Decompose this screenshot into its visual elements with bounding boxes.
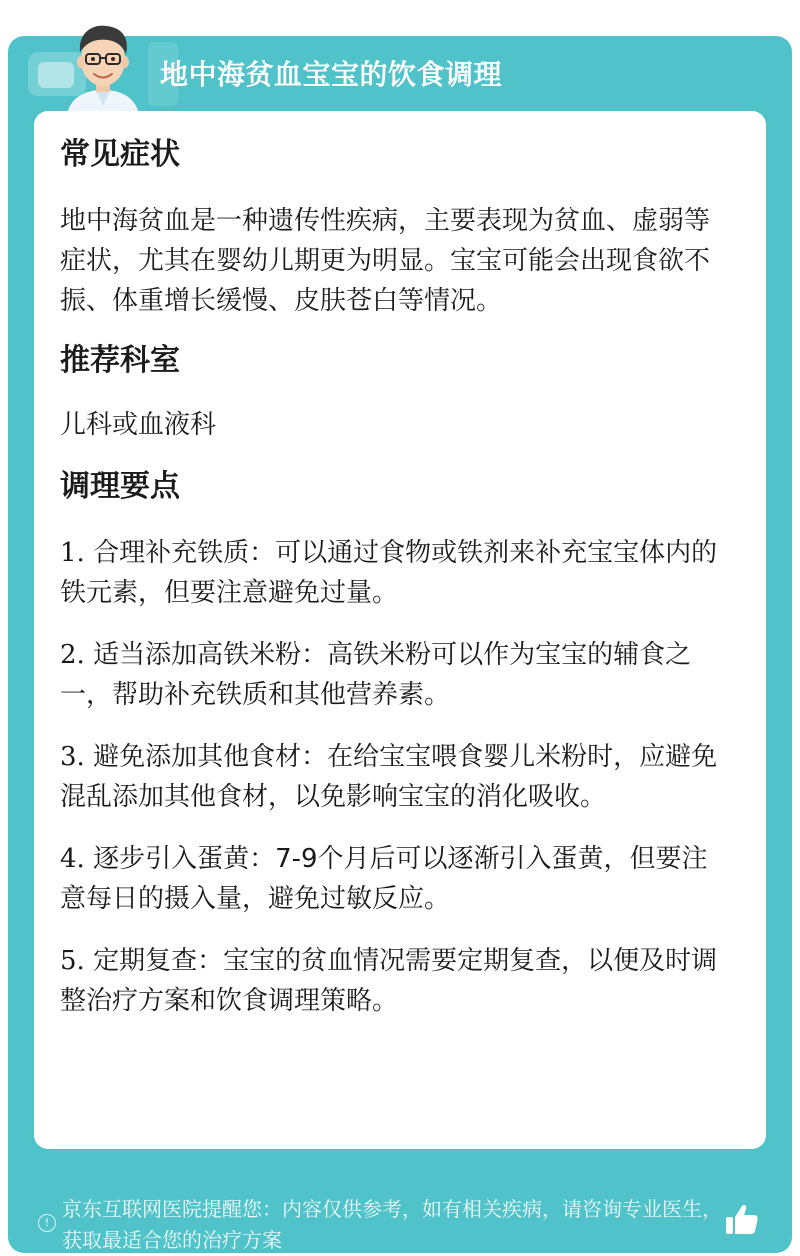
section-heading-tips: 调理要点 bbox=[60, 469, 180, 504]
info-icon: ! bbox=[38, 1214, 56, 1232]
list-item-text: 适当添加高铁米粉：高铁米粉可以作为宝宝的辅食之一，帮助补充铁质和其他营养素。 bbox=[60, 640, 692, 710]
list-item bbox=[60, 839, 730, 919]
disclaimer-text: 京东互联网医院提醒您：内容仅供参考，如有相关疾病，请咨询专业医生，获取最适合您的治疗方案 bbox=[62, 1197, 722, 1252]
header bbox=[8, 36, 792, 112]
list-item-text: 逐步引入蛋黄：7-9个月后可以逐渐引入蛋黄，但要注意每日的摄入量，避免过敏反应。 bbox=[60, 844, 708, 914]
list-item bbox=[60, 941, 730, 1021]
doctor-avatar-icon bbox=[48, 10, 158, 120]
list-item-number: 3. bbox=[60, 742, 85, 772]
symptoms-text: 地中海贫血是一种遗传性疾病，主要表现为贫血、虚弱等症状，尤其在婴幼儿期更为明显。宝宝可能会出现食欲不振、体重增长缓慢、皮肤苍白等情况。 bbox=[60, 206, 711, 316]
footer bbox=[8, 1166, 792, 1252]
list-item-number: 1. bbox=[60, 538, 85, 568]
section-heading-department: 推荐科室 bbox=[60, 343, 180, 378]
content-card bbox=[34, 111, 766, 1149]
list-item bbox=[60, 737, 730, 817]
list-item-text: 避免添加其他食材：在给宝宝喂食婴儿米粉时，应避免混乱添加其他食材，以免影响宝宝的消化吸收。 bbox=[60, 742, 718, 812]
list-item bbox=[60, 635, 730, 715]
article-content bbox=[60, 133, 730, 1021]
list-item-number: 4. bbox=[60, 844, 85, 874]
list-item-text: 合理补充铁质：可以通过食物或铁剂来补充宝宝体内的铁元素，但要注意避免过量。 bbox=[60, 538, 718, 608]
page-title: 地中海贫血宝宝的饮食调理 bbox=[160, 58, 503, 91]
department-text: 儿科或血液科 bbox=[60, 410, 217, 440]
list-item-text: 定期复查：宝宝的贫血情况需要定期复查，以便及时调整治疗方案和饮食调理策略。 bbox=[60, 946, 718, 1016]
section-heading-symptoms: 常见症状 bbox=[60, 137, 180, 172]
list-item-number: 5. bbox=[60, 946, 85, 976]
list-item bbox=[60, 533, 730, 613]
thumbs-up-icon[interactable] bbox=[722, 1200, 762, 1240]
list-item-number: 2. bbox=[60, 640, 85, 670]
